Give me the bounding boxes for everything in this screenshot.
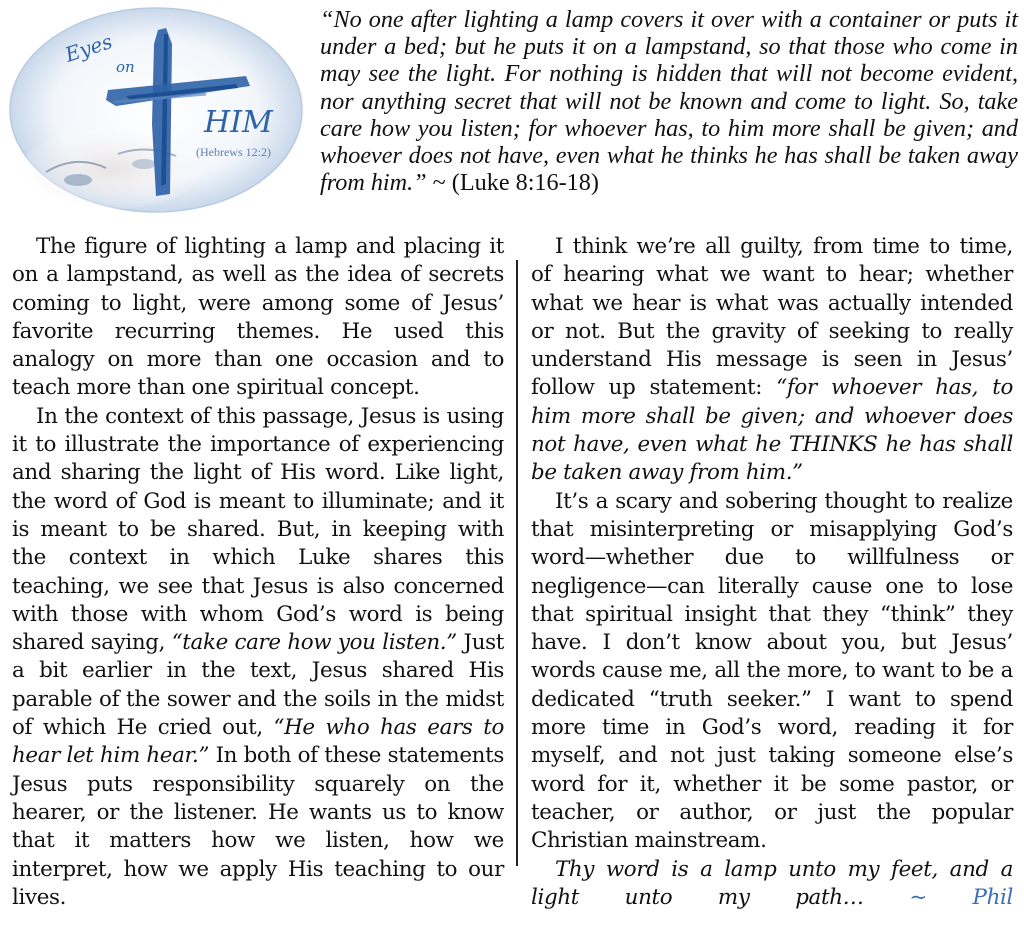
logo-eyes-text: Eyes bbox=[62, 29, 116, 67]
closing-paragraph bbox=[531, 856, 1013, 913]
left-p2-text-a: In the context of this passage, Jesus is using it to illustrate the importance of experiencing and sharing the light of His word. Like light, the word of God is meant to illuminate; and it is meant to be shared. But, in keeping with the context in which Luke shares this teaching, we see that Jesus is also concerned with those with whom God’s word is being shared saying, bbox=[12, 403, 504, 656]
left-p1-text: The figure of lighting a lamp and placing it on a lampstand, as well as the idea of secrets coming to light, were among some of Jesus’ favorite recurring themes. He used this analogy on more than one occasion and to teach more than one spiritual concept. bbox=[12, 234, 504, 401]
left-p2-quote-1: “take care how you listen.” bbox=[171, 630, 457, 656]
left-paragraph-2 bbox=[12, 403, 504, 912]
eye-left-icon bbox=[64, 174, 92, 186]
right-p2-text: It’s a scary and sobering thought to realize that misinterpreting or misapplying God’s word—whether due to willfulness or negligence—can literally cause one to lose that spiritual insight that they “think” they have. I don’t know about you, but Jesus’ words cause me, all the more, to want to be a dedicated “truth seeker.” I want to spend more time in God’s word, reading it for myself, and not just taking someone else’s word for it, whether it be some pastor, or teacher, or author, or just the popular Christian mainstream. bbox=[531, 488, 1013, 854]
right-paragraph-1 bbox=[531, 233, 1013, 488]
eye-right-icon bbox=[132, 159, 156, 169]
left-p2-quote-2: “He who has ears to hear let him hear.” bbox=[12, 715, 504, 769]
column-divider bbox=[516, 260, 518, 866]
left-p2-text-c: In both of these statements Jesus puts responsibility squarely on the hearer, or the listener. He wants us to know that it matters how we listen, how we interpret, how we apply His teaching to our lives. bbox=[12, 743, 504, 910]
logo-him-text: HIM bbox=[204, 105, 273, 140]
scripture-quote bbox=[320, 6, 1018, 196]
eyes-on-him-logo bbox=[6, 4, 306, 216]
left-column bbox=[12, 233, 504, 912]
logo-graphic bbox=[6, 4, 306, 216]
left-p2-text-b: Just a bit earlier in the text, Jesus shared His parable of the sower and the soils in the midst of which He cried out, bbox=[12, 630, 504, 741]
right-paragraph-2 bbox=[531, 488, 1013, 856]
logo-on-text: on bbox=[116, 58, 135, 76]
face-shading bbox=[21, 129, 201, 209]
logo-reference-text: (Hebrews 12:2) bbox=[196, 145, 271, 159]
quote-text: “No one after lighting a lamp covers it over with a container or puts it under a bed; but he puts it on a lampstand, so that those who come in may see the light. For nothing is hidden that will not become evident, nor anything secret that will not be known and come to light. So, take care how you listen; for whoever has, to him more shall be given; and whoever does not have, even what he thinks he has shall be taken away from him.” bbox=[320, 6, 1018, 197]
left-paragraph-1 bbox=[12, 233, 504, 403]
closing-verse: Thy word is a lamp unto my feet, and a light unto my path… bbox=[531, 856, 1013, 910]
quote-citation: ~ (Luke 8:16-18) bbox=[432, 169, 599, 197]
right-p1-text: I think we’re all guilty, from time to time, of hearing what we want to hear; whether what we hear is what was actually intended or not. But the gravity of seeking to really understand His message is seen in Jesus’ follow up statement: bbox=[531, 234, 1013, 401]
right-p1-quote: “for whoever has, to him more shall be given; and whoever does not have, even what he THINKS he has shall be taken away from him.” bbox=[531, 375, 1013, 486]
author-signature: ~ Phil bbox=[909, 884, 1013, 910]
right-column bbox=[531, 233, 1013, 912]
